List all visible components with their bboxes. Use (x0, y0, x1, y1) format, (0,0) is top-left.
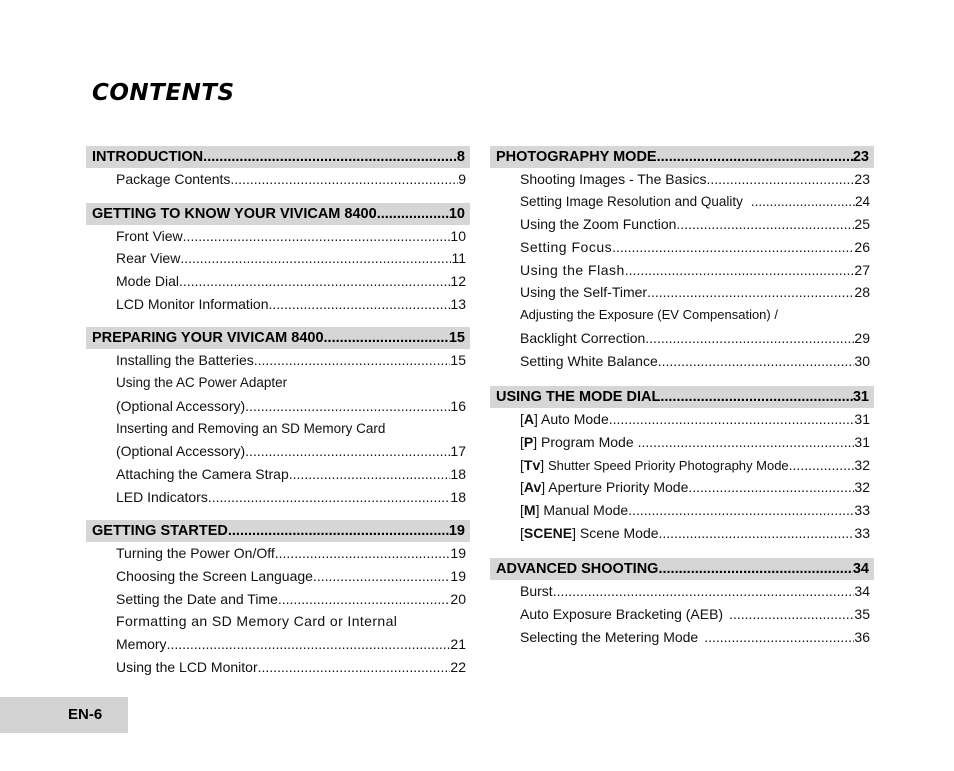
leader-dots (245, 440, 450, 463)
toc-entry[interactable] (116, 565, 466, 588)
entry-label: Rear View (116, 250, 181, 267)
leader-dots (789, 454, 855, 477)
entry-label: Front View (116, 227, 183, 244)
section-heading[interactable] (86, 203, 470, 225)
entry-label: Formatting an SD Memory Card or Internal (116, 613, 398, 630)
toc-entry[interactable] (116, 349, 466, 372)
entry-label: Setting Image Resolution and Quality (520, 193, 743, 209)
leader-dots (628, 499, 854, 522)
toc-section-preparing (86, 327, 470, 508)
page-number: 18 (450, 465, 466, 482)
page-number: 15 (448, 330, 465, 347)
entry-label: Choosing the Screen Language (116, 567, 313, 584)
page-footer-tab (0, 697, 128, 733)
page-number: 10 (450, 227, 466, 244)
page-number: 34 (854, 583, 870, 600)
page-number: 30 (854, 352, 870, 369)
section-title: PHOTOGRAPHY MODE (496, 149, 657, 165)
page-number: 19 (450, 545, 466, 562)
page-number: 31 (854, 411, 870, 428)
toc-entry-line[interactable] (520, 304, 870, 327)
toc-entry[interactable] (520, 408, 870, 431)
entry-label: Using the LCD Monitor (116, 658, 258, 675)
leader-dots (377, 203, 449, 225)
toc-entry-line[interactable] (116, 372, 466, 395)
mode-label: Aperture Priority Mode (548, 479, 689, 496)
entry-label: [A] Auto Mode (520, 411, 609, 428)
page-number: 32 (854, 479, 870, 496)
toc-section-mode-dial (490, 386, 874, 544)
mode-key: SCENE (523, 524, 573, 541)
entry-label: Setting White Balance (520, 352, 658, 369)
toc-section-getting-started (86, 520, 470, 678)
page-title: CONTENTS (92, 80, 235, 106)
leader-dots (553, 580, 855, 603)
toc-entry[interactable] (520, 259, 870, 282)
entry-label: Shooting Images - The Basics (520, 171, 707, 187)
section-title: USING THE MODE DIAL (496, 389, 661, 406)
page-number: 34 (852, 561, 869, 578)
page-number: 31 (852, 389, 869, 406)
page-number: 11 (451, 250, 466, 267)
toc-entry-line[interactable] (116, 610, 466, 633)
page-number: 10 (448, 205, 465, 222)
toc-section-advanced-shooting (490, 558, 874, 648)
page-number: 23 (854, 171, 870, 187)
leader-dots (269, 293, 451, 316)
toc-entry-line[interactable] (116, 418, 466, 441)
page-number: 27 (854, 261, 870, 278)
leader-dots (245, 395, 450, 418)
page-number: 33 (854, 501, 870, 518)
leader-dots (180, 247, 451, 270)
mode-key: Av (523, 479, 542, 496)
mode-key: M (523, 501, 536, 518)
leader-dots (657, 146, 853, 168)
entry-label: [SCENE] Scene Mode (520, 524, 659, 541)
page-number: 25 (854, 216, 870, 233)
leader-dots (704, 626, 854, 649)
leader-dots (258, 656, 451, 679)
page-number: 12 (450, 273, 466, 290)
toc-entry[interactable] (520, 213, 870, 236)
page-number: 13 (450, 295, 466, 312)
section-title: GETTING STARTED (92, 523, 228, 540)
leader-dots (647, 281, 854, 304)
leader-dots (183, 225, 451, 248)
toc-entry[interactable] (116, 225, 466, 248)
entry-label: [Tv] Shutter Speed Priority Photography Mode (520, 456, 789, 473)
toc-entry[interactable] (116, 542, 466, 565)
entry-label: Auto Exposure Bracketing (AEB) (520, 606, 724, 622)
leader-dots (289, 463, 451, 486)
toc-entry[interactable] (520, 191, 870, 214)
entry-label: (Optional Accessory) (116, 443, 246, 460)
leader-dots (660, 386, 853, 408)
section-heading[interactable] (86, 520, 470, 542)
leader-dots (659, 522, 855, 545)
toc-section-getting-to-know (86, 203, 470, 316)
page-number: 15 (450, 352, 466, 369)
mode-key: A (523, 411, 535, 428)
page-number: 19 (448, 523, 465, 540)
toc-section-photography-mode (490, 146, 874, 372)
page-number: 8 (456, 149, 465, 165)
entry-label: Setting the Date and Time (116, 590, 278, 607)
leader-dots (179, 270, 450, 293)
page-number: 17 (450, 443, 466, 460)
leader-dots (625, 259, 855, 282)
leader-dots (313, 565, 450, 588)
page-number: 18 (450, 488, 466, 505)
toc-entry[interactable] (116, 440, 466, 463)
page-number: 20 (450, 590, 466, 607)
mode-label: Auto Mode (541, 411, 609, 428)
toc-entry[interactable] (520, 281, 870, 304)
entry-label: Using the Flash (520, 261, 625, 278)
entry-label: (Optional Accessory) (116, 397, 246, 414)
page-number: 9 (458, 171, 466, 187)
entry-label: Using the Self-Timer (520, 284, 648, 301)
page-number: 23 (852, 149, 869, 165)
entry-label: [Av] Aperture Priority Mode (520, 479, 689, 496)
entry-label: Installing the Batteries (116, 352, 254, 369)
page-number: 19 (450, 567, 466, 584)
leader-dots (676, 213, 854, 236)
toc-entry[interactable] (520, 327, 870, 350)
entry-label: Memory (116, 636, 167, 652)
entry-label: Attaching the Camera Strap (116, 465, 289, 482)
entry-label: Mode Dial (116, 273, 180, 290)
leader-dots (688, 476, 854, 499)
section-heading[interactable] (490, 146, 874, 168)
toc-entry[interactable] (116, 168, 466, 191)
leader-dots (230, 168, 458, 191)
page-number: 32 (854, 456, 870, 473)
mode-label: Shutter Speed Priority Photography Mode (548, 457, 789, 473)
toc-entry[interactable] (520, 580, 870, 603)
leader-dots (609, 408, 855, 431)
toc-entry[interactable] (520, 454, 870, 477)
page-number: 21 (450, 636, 466, 652)
page-number: 36 (854, 628, 870, 645)
toc-section-introduction (86, 146, 470, 191)
entry-label: Using the Zoom Function (520, 216, 677, 233)
page-number-label: EN-6 (68, 706, 103, 723)
entry-label: Burst (520, 583, 553, 600)
entry-label: Setting Focus (520, 239, 613, 256)
leader-dots (167, 633, 451, 656)
mode-label: Scene Mode (579, 524, 659, 541)
toc-entry[interactable] (520, 476, 870, 499)
section-title: INTRODUCTION (92, 149, 204, 165)
entry-label: Using the AC Power Adapter (116, 375, 288, 391)
entry-label: Adjusting the Exposure (EV Compensation) / (520, 307, 778, 323)
page-number: 22 (450, 658, 466, 675)
leader-dots (612, 236, 854, 259)
leader-dots (729, 603, 854, 626)
entry-label: Package Contents (116, 171, 231, 187)
leader-dots (707, 168, 855, 191)
toc-right-column (490, 146, 874, 660)
page-number: 16 (450, 397, 466, 414)
page-number: 29 (854, 329, 870, 346)
toc-entry[interactable] (520, 603, 870, 626)
toc-entry[interactable] (116, 293, 466, 316)
toc-entry[interactable] (520, 431, 870, 454)
toc-entry[interactable] (520, 499, 870, 522)
page-number: 33 (854, 524, 870, 541)
leader-dots (658, 350, 855, 373)
toc-entry[interactable] (116, 395, 466, 418)
entry-label: LCD Monitor Information (116, 295, 269, 312)
section-heading[interactable] (490, 558, 874, 580)
section-heading[interactable] (86, 327, 470, 349)
page-number: 26 (854, 239, 870, 256)
toc-entry[interactable] (116, 656, 466, 679)
mode-key: Tv (523, 456, 541, 473)
page-number: 24 (854, 193, 870, 209)
leader-dots (638, 431, 855, 454)
leader-dots (645, 327, 854, 350)
section-title: ADVANCED SHOOTING (496, 561, 659, 578)
section-title: GETTING TO KNOW YOUR VIVICAM 8400 (92, 205, 377, 222)
mode-label: Program Mode (541, 433, 634, 450)
page-number: 35 (854, 606, 870, 622)
toc-entry[interactable] (520, 236, 870, 259)
toc-entry[interactable] (116, 463, 466, 486)
toc-left-column (86, 146, 470, 690)
toc-entry[interactable] (116, 588, 466, 611)
toc-entry[interactable] (116, 486, 466, 509)
entry-label: Inserting and Removing an SD Memory Card (116, 420, 386, 436)
page-number: 31 (854, 433, 870, 450)
leader-dots (203, 146, 457, 168)
mode-label: Manual Mode (543, 501, 629, 518)
entry-label: [P] Program Mode (520, 433, 634, 450)
toc-entry[interactable] (520, 522, 870, 545)
leader-dots (751, 191, 855, 214)
toc-entry[interactable] (116, 247, 466, 270)
entry-label: [M] Manual Mode (520, 501, 629, 518)
toc-entry[interactable] (520, 626, 870, 649)
toc-entry[interactable] (520, 168, 870, 191)
leader-dots (658, 558, 852, 580)
toc-entry[interactable] (520, 350, 870, 373)
entry-label: Backlight Correction (520, 329, 646, 346)
leader-dots (275, 542, 451, 565)
leader-dots (324, 327, 449, 349)
section-heading[interactable] (86, 146, 470, 168)
leader-dots (208, 486, 451, 509)
toc-entry[interactable] (116, 633, 466, 656)
entry-label: Turning the Power On/Off (116, 545, 275, 562)
page-number: 28 (854, 284, 870, 301)
leader-dots (254, 349, 451, 372)
section-heading[interactable] (490, 386, 874, 408)
entry-label: LED Indicators (116, 488, 208, 505)
leader-dots (278, 588, 451, 611)
toc-entry[interactable] (116, 270, 466, 293)
entry-label: Selecting the Metering Mode (520, 628, 699, 645)
leader-dots (228, 520, 449, 542)
mode-key: P (523, 433, 534, 450)
section-title: PREPARING YOUR VIVICAM 8400 (92, 330, 324, 347)
